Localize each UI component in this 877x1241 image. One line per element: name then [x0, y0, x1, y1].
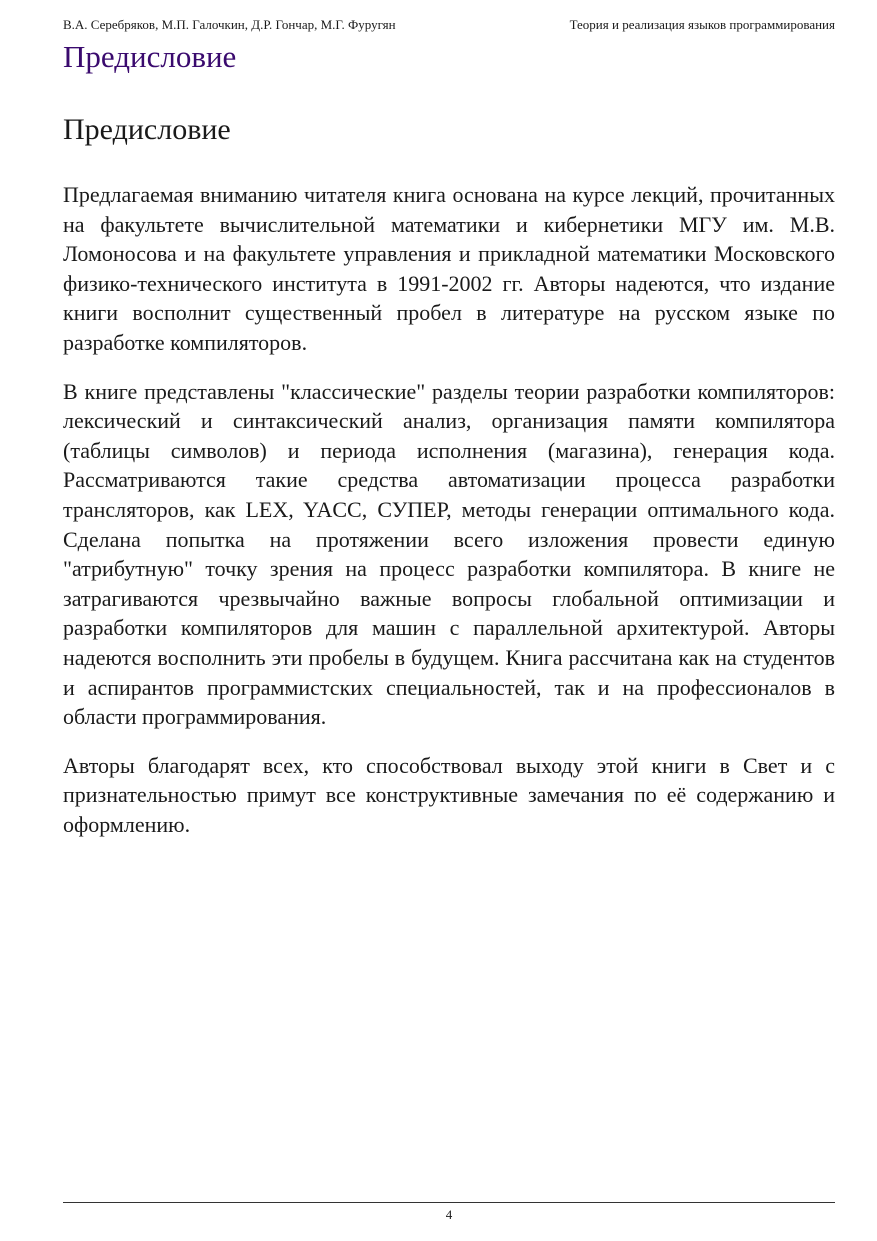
footer-divider [63, 1202, 835, 1203]
section-heading: Предисловие [63, 113, 231, 146]
running-title: Предисловие [63, 39, 237, 74]
header-authors: В.А. Серебряков, М.П. Галочкин, Д.Р. Гончар, М.Г. Фуругян [63, 17, 396, 32]
running-header [63, 17, 835, 33]
paragraph-2: В книге представлены "классические" разделы теории разработки компиляторов: лексический и синтаксический анализ, организация памяти компилятора (таблицы символов) и периода исполнения (магазина), генерация кода. Рассматриваются такие средства автоматизации процесса разработки трансляторов, как LEX, YACC, СУПЕР, методы генерации оптимального кода. Сделана попытка на протяжении всего изложения провести единую "атрибутную" точку зрения на процесс разработки компилятора. В книге не затрагиваются чрезвычайно важные вопросы глобальной оптимизации и разработки компиляторов для машин с параллельной архитектурой. Авторы надеются восполнить эти пробелы в будущем. Книга рассчитана как на студентов и аспирантов программистских специальностей, так и на профессионалов в области программирования. [63, 378, 835, 730]
body-text [63, 180, 835, 858]
page-number: 4 [445, 1207, 453, 1222]
document-page [63, 0, 835, 1241]
paragraph-3: Авторы благодарят всех, кто способствовал выходу этой книги в Свет и с признательностью примут все конструктивные замечания по её содержанию и оформлению. [63, 752, 835, 837]
header-book-title: Теория и реализация языков программирования [569, 17, 835, 32]
paragraph-1: Предлагаемая вниманию читателя книга основана на курсе лекций, прочитанных на факультете вычислительной математики и кибернетики МГУ им. М.В. Ломоносова и на факультете управления и прикладной математики Московского физико-технического института в 1991-2002 гг. Авторы надеются, что издание книги восполнит существенный пробел в литературе на русском языке по разработке компиляторов. [63, 182, 835, 355]
